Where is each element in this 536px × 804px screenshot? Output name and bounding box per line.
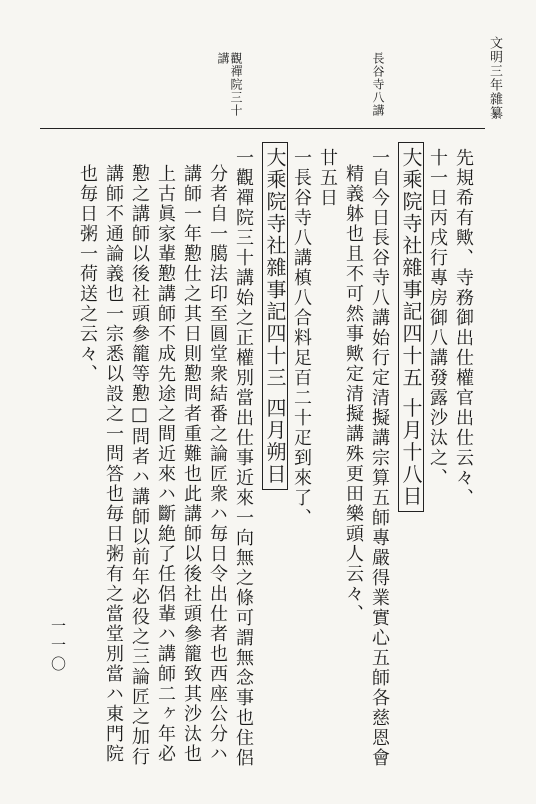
text-column: 精義躰也且不可然事歟定清擬講殊更田樂頭人云々、	[343, 164, 364, 624]
text-column: 先規希有歟、寺務御出仕權官出仕云々、	[453, 148, 474, 508]
source-heading: 大乘院寺社雜事記四十三 四月朔日	[262, 142, 288, 490]
source-heading: 大乘院寺社雜事記四十五 十月十八日	[398, 142, 424, 512]
text-column: 上古眞家輩懃講師不成先途之間近來ハ斷絶了任侶輩ハ講師二ヶ年必	[155, 164, 176, 764]
text-column: 一自今日長谷寺八講始行定清擬講宗算五師專嚴得業實心五師各慈恩會	[369, 148, 390, 768]
running-title: 文明三年雜纂	[487, 36, 502, 120]
text-column: 十一日丙戌行專房御八講發露沙汰之、	[427, 148, 448, 488]
date-heading: 廿五日	[317, 148, 338, 208]
header-rule	[40, 128, 485, 129]
text-column: 一長谷寺八講槙八合料足百二十疋到來了、	[291, 148, 312, 528]
text-column: 講師不通論義也一宗悉以設之一問答也毎日粥有之當堂別當ハ東門院	[103, 164, 124, 764]
top-note-kanzenin: 觀禪院三十講	[216, 52, 243, 117]
text-column: 也毎日粥一荷送之云々、	[77, 164, 98, 384]
text-column: 分者自一臈法印至圓堂衆結番之論匠衆ハ毎日令出仕者也西座公分ハ	[207, 164, 228, 764]
text-column: 講師一年懃仕之其日則懃問者重難也此講師以後社頭參籠致其沙汰也	[181, 164, 202, 764]
text-column: 一觀禪院三十講始之正權別當出仕事近來一向無之條可謂無念事也住侶	[233, 148, 254, 768]
page-number: 一一〇	[49, 618, 67, 675]
text-column: 懃之講師以後社頭參籠等懃□問者ハ講師以前年必役之三論匠之加行	[129, 164, 150, 767]
top-note-hase-temple: 長谷寺八講	[371, 52, 385, 117]
